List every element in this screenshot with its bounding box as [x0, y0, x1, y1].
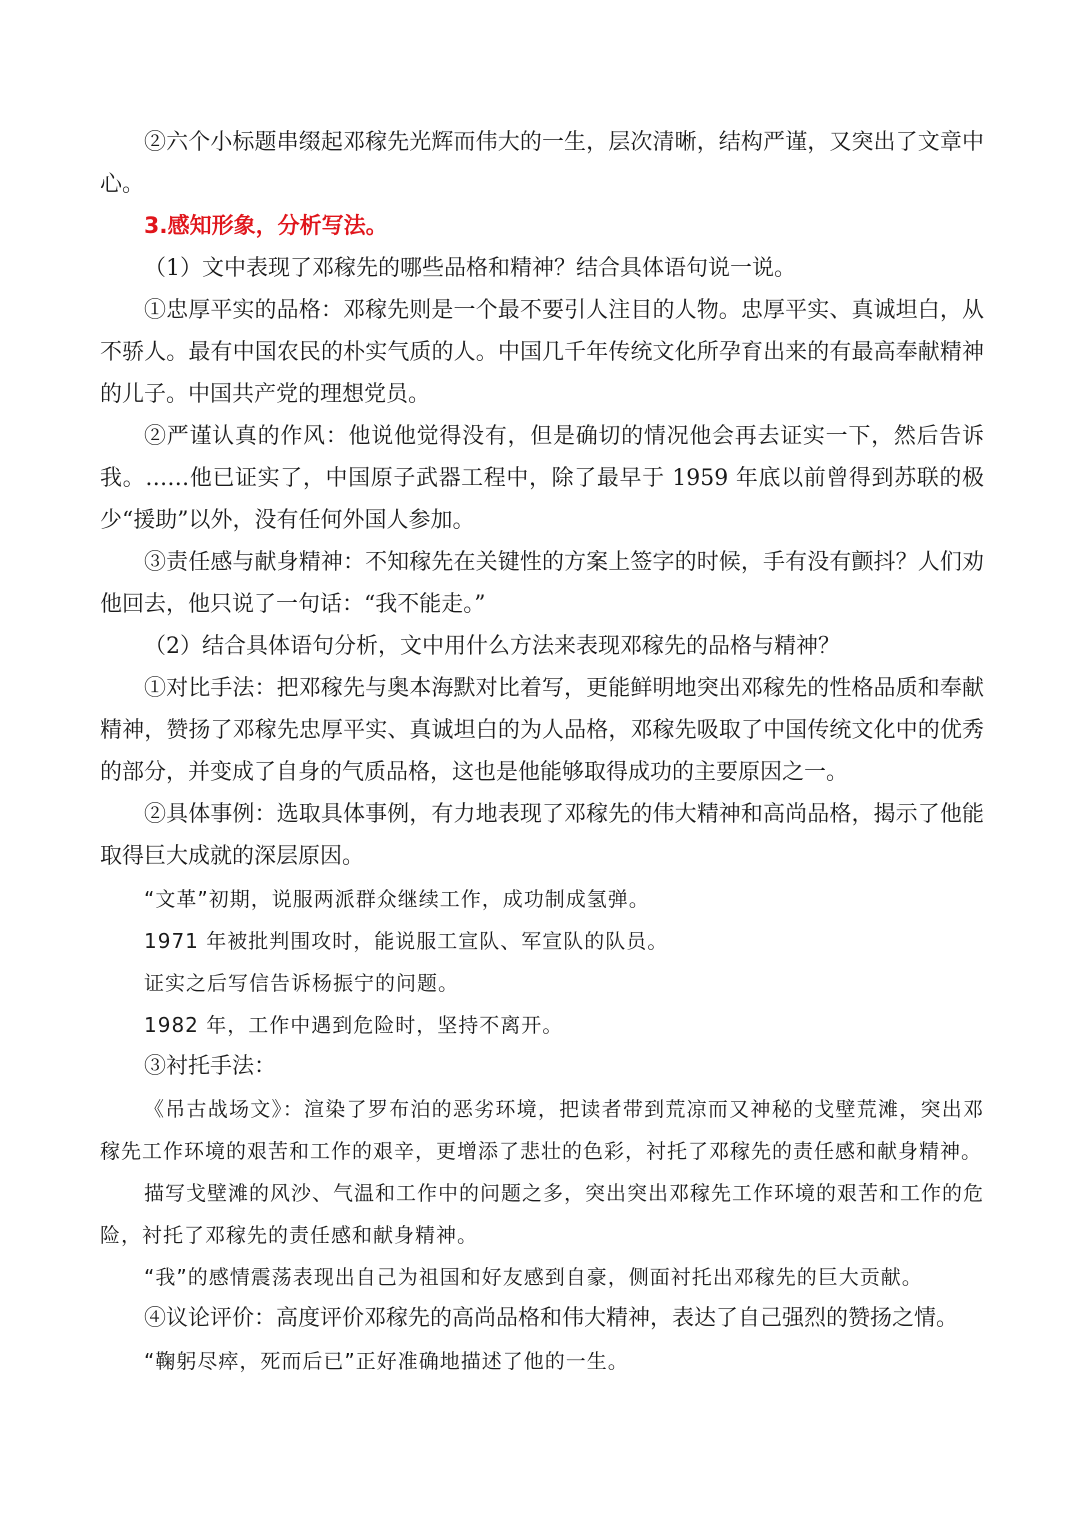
example-line-1: “文革”初期，说服两派群众继续工作，成功制成氢弹。	[144, 887, 650, 911]
answer-1-trait-1: ①忠厚平实的品格：邓稼先则是一个最不要引人注目的人物。忠厚平实、真诚坦白，从不骄人。最有中国农民的朴实气质的人。中国几千年传统文化所孕育出来的有最高奉献精神的儿子。中国共产党的理想党员。	[100, 298, 984, 407]
answer-2-method-2: ②具体事例：选取具体事例，有力地表现了邓稼先的伟大精神和高尚品格，揭示了他能取得巨大成就的深层原因。	[100, 802, 984, 869]
paragraph-structure-note: ②六个小标题串缀起邓稼先光辉而伟大的一生，层次清晰，结构严谨，又突出了文章中心。	[100, 130, 984, 197]
contrast-example-1: 《吊古战场文》：渲染了罗布泊的恶劣环境，把读者带到荒凉而又神秘的戈壁荒滩，突出邓稼先工作环境的艰苦和工作的艰辛，更增添了悲壮的色彩，衬托了邓稼先的责任感和献身精神。	[100, 1097, 984, 1163]
example-line-3: 证实之后写信告诉杨振宁的问题。	[144, 971, 459, 995]
answer-2-method-3: ③衬托手法：	[144, 1054, 277, 1079]
question-1: （1）文中表现了邓稼先的哪些品格和精神？结合具体语句说一说。	[144, 256, 796, 281]
answer-1-trait-2: ②严谨认真的作风：他说他觉得没有，但是确切的情况他会再去证实一下，然后告诉我。……他已证实了，中国原子武器工程中，除了最早于 1959 年底以前曾得到苏联的极少“援助”以外，没有任何外国人参加。	[100, 424, 984, 533]
evaluation-quote: “鞠躬尽瘁，死而后已”正好准确地描述了他的一生。	[144, 1349, 629, 1373]
example-line-4: 1982 年，工作中遇到危险时，坚持不离开。	[144, 1013, 564, 1037]
contrast-example-3: “我”的感情震荡表现出自己为祖国和好友感到自豪，侧面衬托出邓稼先的巨大贡献。	[144, 1265, 923, 1289]
answer-1-trait-3: ③责任感与献身精神：不知稼先在关键性的方案上签字的时候，手有没有颤抖？人们劝他回去，他只说了一句话：“我不能走。”	[100, 550, 984, 617]
contrast-example-2: 描写戈壁滩的风沙、气温和工作中的问题之多，突出突出邓稼先工作环境的艰苦和工作的危险，衬托了邓稼先的责任感和献身精神。	[100, 1181, 984, 1247]
section-heading: 3.感知形象，分析写法。	[144, 214, 388, 239]
document-page	[100, 122, 984, 1382]
answer-2-method-4: ④议论评价：高度评价邓稼先的高尚品格和伟大精神，表达了自己强烈的赞扬之情。	[144, 1306, 959, 1331]
example-line-2: 1971 年被批判围攻时，能说服工宣队、军宣队的队员。	[144, 929, 669, 953]
question-2: （2）结合具体语句分析，文中用什么方法来表现邓稼先的品格与精神？	[144, 634, 840, 659]
answer-2-method-1: ①对比手法：把邓稼先与奥本海默对比着写，更能鲜明地突出邓稼先的性格品质和奉献精神，赞扬了邓稼先忠厚平实、真诚坦白的为人品格，邓稼先吸取了中国传统文化中的优秀的部分，并变成了自身的气质品格，这也是他能够取得成功的主要原因之一。	[100, 676, 984, 785]
